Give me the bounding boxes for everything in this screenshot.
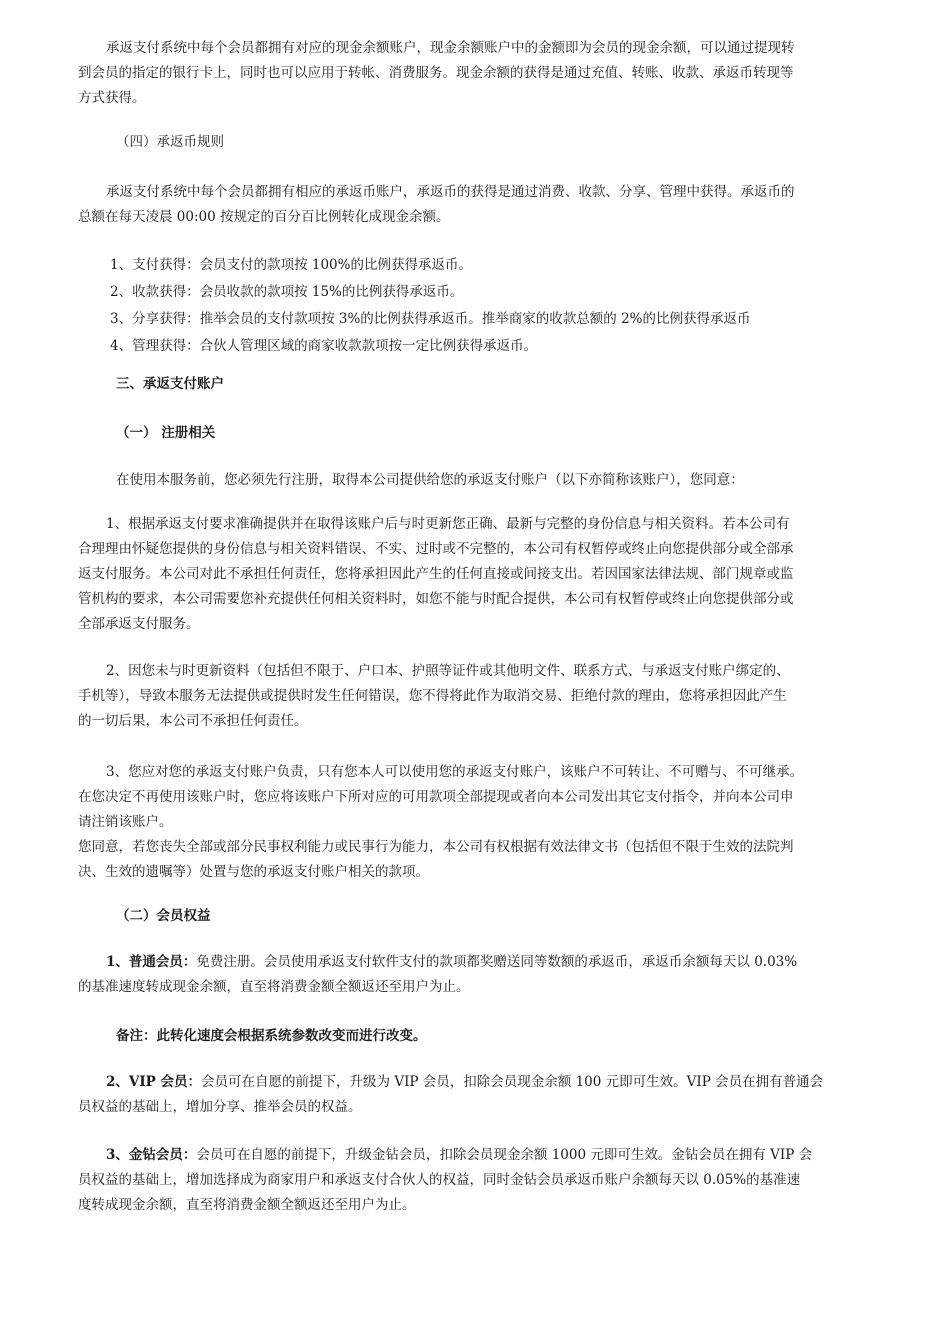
list-item: 4、管理获得：合伙人管理区域的商家收款款项按一定比例获得承返币。 [110,338,538,354]
list-item: 1、支付获得：会员支付的款项按 100%的比例获得承返币。 [110,257,472,273]
member-text: 会员可在自愿的前提下，升级为 VIP 会员，扣除会员现金余额 100 元即可生效。VIP 会员在拥有普通会 [201,1074,824,1090]
member-text: 会员可在自愿的前提下，升级金钻会员，扣除会员现金余额 1000 元即可生效。金钻会员在拥有 VIP 会 [196,1147,813,1163]
text-line: 员权益的基础上，增加选择成为商家用户和承返支付合伙人的权益，同时金钻会员承返币账户余额每天以 0.05%的基准速 [78,1172,801,1188]
registration-intro: 在使用本服务前，您必须先行注册，取得本公司提供给您的承返支付账户（以下亦简称该账户），您同意： [116,472,744,488]
cash-balance-paragraph [78,36,868,111]
text-line [78,1143,868,1168]
text-line: 返支付服务。本公司对此不承担任何责任，您将承担因此产生的任何直接或间接支出。若因国家法律法规、部门规章或监 [78,566,794,582]
text-line: 员权益的基础上，增加分享、推举会员的权益。 [78,1099,362,1115]
member-text: 免费注册。会员使用承返支付软件支付的款项都奖赠送同等数额的承返币，承返币余额每天以 0.03% [196,954,798,970]
text-line: 手机等），导致本服务无法提供或提供时发生任何错误，您不得将此作为取消交易、拒绝付款的理由，您将承担因此产生 [78,688,787,704]
coin-rules-list [110,252,900,360]
text-line: 请注销该账户。 [78,814,173,830]
text-line: 的一切后果，本公司不承担任何责任。 [78,713,308,729]
member-vip-paragraph [78,1070,868,1120]
text-line: 2、因您未与时更新资料（包括但不限于、户口本、护照等证件或其他明文件、联系方式、与承返支付账户绑定的、 [106,663,790,679]
member-type-label: 3、金钻会员： [106,1147,197,1163]
registration-clause-3 [78,760,868,885]
member-type-label: 1、普通会员： [106,954,197,970]
text-line [78,1070,868,1095]
text-line: 方式获得。 [78,90,146,106]
text-line: 决、生效的遗嘱等）处置与您的承返支付账户相关的款项。 [78,864,429,880]
note-text: 备注：此转化速度会根据系统参数改变而进行改变。 [116,1028,427,1044]
registration-clause-1 [78,512,868,637]
text-line: 的基准速度转成现金余额，直至将消费金额全额返还至用户为止。 [78,979,470,995]
text-line: 承返支付系统中每个会员都拥有对应的现金余额账户，现金余额账户中的金额即为会员的现金余额，可以通过提现转 [106,40,795,56]
text-line: 在您决定不再使用该账户时，您应将该账户下所对应的可用款项全部提现或者向本公司发出其它支付指令，并向本公司申 [78,789,794,805]
section-heading-rules: （四）承返币规则 [116,134,224,150]
text-line [78,950,868,975]
list-item: 3、分享获得：推举会员的支付款项按 3%的比例获得承返币。推举商家的收款总额的 2%的比例获得承返币 [110,311,751,327]
text-line: 全部承返支付服务。 [78,616,200,632]
text-line: 到会员的指定的银行卡上，同时也可以应用于转帐、消费服务。现金余额的获得是通过充值、转账、收款、承返币转现等 [78,65,794,81]
section-heading-member-rights: （二）会员权益 [116,908,211,924]
text-line: 您同意，若您丧失全部或部分民事权利能力或民事行为能力，本公司有权根据有效法律文书（包括但不限于生效的法院判 [78,839,794,855]
text-line: 总额在每天凌晨 00:00 按规定的百分百比例转化成现金余额。 [78,209,450,225]
list-item: 2、收款获得：会员收款的款项按 15%的比例获得承返币。 [110,284,464,300]
member-regular-paragraph [78,950,868,1000]
section-heading-account: 三、承返支付账户 [116,376,224,392]
text-line: 1、根据承返支付要求准确提供并在取得该账户后与时更新您正确、最新与完整的身份信息与相关资料。若本公司有 [106,516,790,532]
text-line: 合理理由怀疑您提供的身份信息与相关资料错误、不实、过时或不完整的，本公司有权暂停或终止向您提供部分或全部承 [78,541,794,557]
text-line: 管机构的要求，本公司需要您补充提供任何相关资料时，如您不能与时配合提供，本公司有权暂停或终止向您提供部分或 [78,591,794,607]
section-heading-registration: （一） 注册相关 [116,425,216,441]
text-line: 3、您应对您的承返支付账户负责，只有您本人可以使用您的承返支付账户，该账户不可转让、不可赠与、不可继承。 [106,764,804,780]
member-diamond-paragraph [78,1143,868,1218]
text-line: 度转成现金余额，直至将消费金额全额返还至用户为止。 [78,1197,416,1213]
coin-account-paragraph [78,180,868,230]
text-line: 承返支付系统中每个会员都拥有相应的承返币账户，承返币的获得是通过消费、收款、分享、管理中获得。承返币的 [106,184,795,200]
member-type-label: 2、VIP 会员： [106,1074,202,1090]
registration-clause-2 [78,659,868,734]
